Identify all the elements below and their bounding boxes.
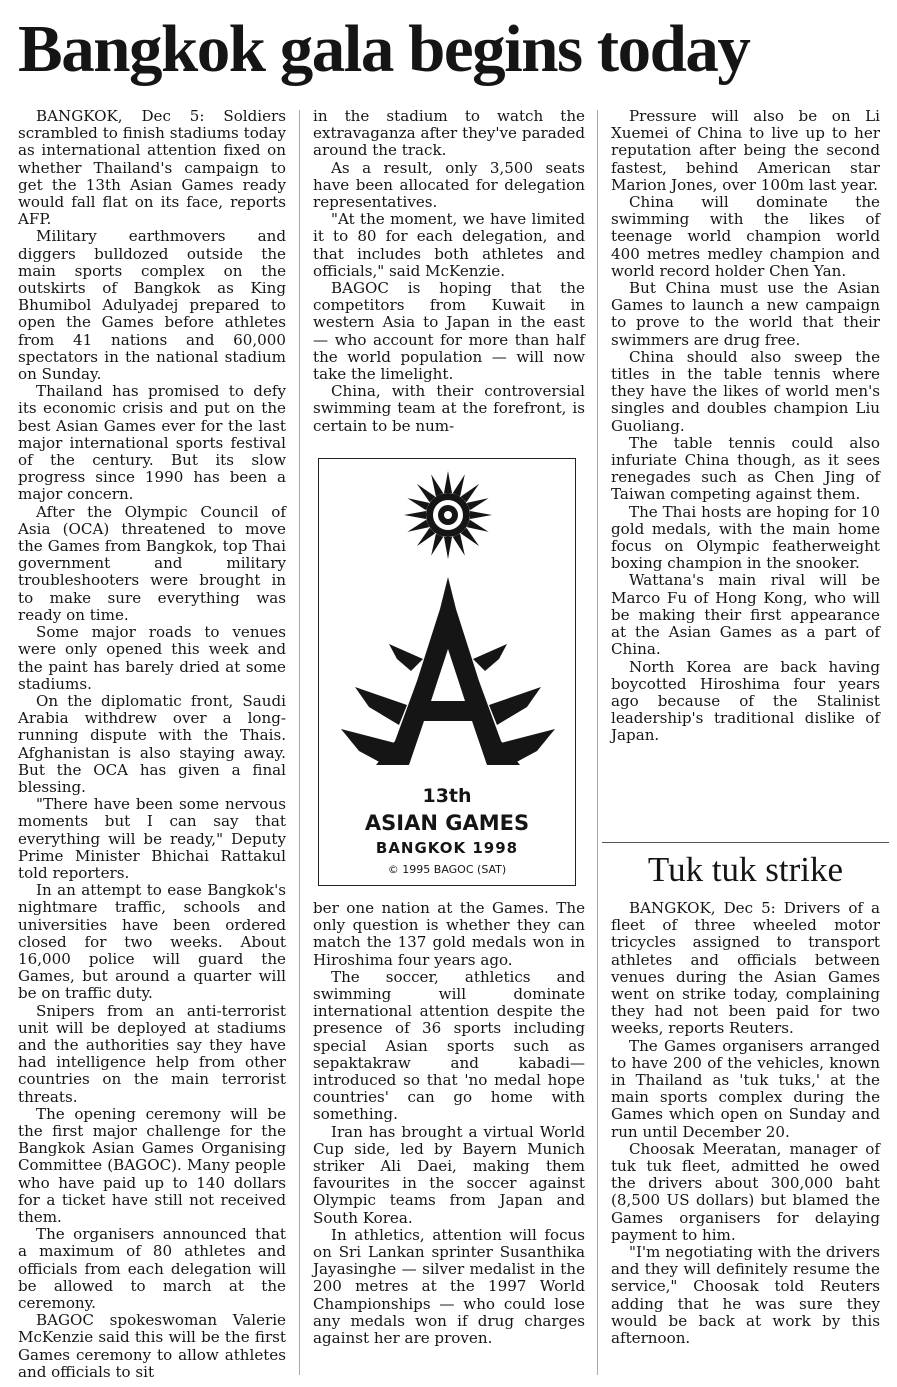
paragraph: China should also sweep the titles in the table tennis where they have the likes of world men's singles and doubles champion Liu Guoliang.	[611, 347, 880, 435]
paragraph: in the stadium to watch the extravaganza after they've paraded around the track.	[313, 107, 585, 160]
article-column-1	[18, 108, 286, 1381]
paragraph: After the Olympic Council of Asia (OCA) threatened to move the Games from Bangkok, top Thai government and military troubleshooters were brought in to make sure everything was ready on time.	[18, 502, 286, 624]
paragraph: The table tennis could also infuriate China though, as it sees renegades such as Chen Jing of Taiwan competing against them.	[611, 433, 880, 504]
paragraph: The soccer, athletics and swimming will dominate international attention despite the presence of 36 sports including special Asian sports such as sepaktakraw and kabadi— introduced so that 'no medal hope countries' can go home with something.	[313, 967, 585, 1124]
paragraph: The Games organisers arranged to have 200 of the vehicles, known in Thailand as 'tuk tuks,' at the main sports complex during the Games which open on Sunday and run until December 20.	[611, 1036, 880, 1141]
paragraph: In athletics, attention will focus on Sri Lankan sprinter Susanthika Jayasinghe — silver medalist in the 200 metres at the 1997 World Championships — who could lose any medals won if drug charges against her are proven.	[313, 1225, 585, 1348]
paragraph: Wattana's main rival will be Marco Fu of Hong Kong, who will be making their first appearance at the Asian Games as a part of China.	[611, 571, 880, 659]
asian-games-logo	[318, 458, 576, 886]
paragraph: Choosak Meeratan, manager of tuk tuk fleet, admitted he owed the drivers about 300,000 baht (8,500 US dollars) but blamed the Games organisers for delaying payment to him.	[611, 1139, 880, 1244]
paragraph: "I'm negotiating with the drivers and they will definitely resume the service," Choosak told Reuters adding that he was sure they would be back at work by this afternoon.	[611, 1243, 880, 1348]
paragraph: BAGOC is hoping that the competitors from Kuwait in western Asia to Japan in the east — who account for more than half the world population — will now take the limelight.	[313, 279, 585, 384]
subheadline: Tuk tuk strike	[647, 850, 844, 889]
article-column-2-top	[313, 108, 585, 435]
paragraph: ber one nation at the Games. The only question is whether they can match the 137 gold medals won in Hiroshima four years ago.	[313, 899, 585, 969]
column-divider	[299, 110, 300, 1375]
paragraph: North Korea are back having boycotted Hiroshima four years ago because of the Stalinist leadership's traditional dislike of Japan.	[611, 657, 880, 745]
paragraph: Military earthmovers and diggers bulldozed outside the main sports complex on the outskirts of Bangkok as King Bhumibol Adulyadej prepared to open the Games before athletes from 41 nations and 60,000 spectators in the national stadium on Sunday.	[18, 227, 286, 384]
paragraph: Iran has brought a virtual World Cup side, led by Bayern Munich striker Ali Daei, making them favourites in the soccer against Olympic teams from Japan and South Korea.	[313, 1122, 585, 1227]
paragraph: Thailand has promised to defy its economic crisis and put on the best Asian Games ever for the last major international sports festival of the century. But its slow progress since 1990 has been a major concern.	[18, 382, 286, 504]
paragraph: "There have been some nervous moments but I can say that everything will be ready," Deputy Prime Minister Bhichai Rattakul told reporters.	[18, 795, 286, 882]
paragraph: "At the moment, we have limited it to 80 for each delegation, and that includes both athletes and officials," said McKenzie.	[313, 210, 585, 280]
subhead-rule	[602, 842, 889, 843]
paragraph: China will dominate the swimming with the likes of teenage world champion world 400 metres medley champion and world record holder Chen Yan.	[611, 193, 880, 280]
headline: Bangkok gala begins today	[18, 12, 750, 86]
article-column-2-bottom	[313, 900, 585, 1347]
logo-edition: 13th	[422, 785, 472, 807]
logo-title: ASIAN GAMES	[364, 811, 530, 835]
temple-a-icon	[341, 577, 555, 765]
paragraph: BANGKOK, Dec 5: Soldiers scrambled to finish stadiums today as international attention fixed on whether Thailand's campaign to get the 13th Asian Games ready would fall flat on its face, reports AFP.	[18, 107, 286, 229]
paragraph: But China must use the Asian Games to launch a new campaign to prove to the world that their swimmers are drug free.	[611, 279, 880, 349]
paragraph: China, with their controversial swimming team at the forefront, is certain to be num-	[313, 382, 585, 435]
paragraph: The opening ceremony will be the first major challenge for the Bangkok Asian Games Organising Committee (BAGOC). Many people who have paid up to 140 dollars for a ticket have still not received them.	[18, 1104, 286, 1226]
logo-city-year: BANGKOK 1998	[375, 839, 519, 857]
paragraph: BAGOC spokeswoman Valerie McKenzie said this will be the first Games ceremony to allow athletes and officials to sit	[18, 1311, 286, 1381]
paragraph: Pressure will also be on Li Xuemei of China to live up to her reputation after being the second fastest, behind American star Marion Jones, over 100m last year.	[611, 107, 880, 194]
paragraph: The Thai hosts are hoping for 10 gold medals, with the main home focus on Olympic featherweight boxing champion in the snooker.	[611, 502, 880, 573]
logo-copyright: © 1995 BAGOC (SAT)	[387, 863, 507, 876]
paragraph: On the diplomatic front, Saudi Arabia withdrew over a long-running dispute with the Thais. Afghanistan is also staying away. But the OCA has given a final blessing.	[18, 691, 286, 796]
sun-icon	[404, 471, 492, 559]
article-column-3-bottom	[611, 900, 880, 1347]
paragraph: Snipers from an anti-terrorist unit will be deployed at stadiums and the authorities say they have had intelligence help from other countries on the main terrorist threats.	[18, 1001, 286, 1106]
paragraph: Some major roads to venues were only opened this week and the paint has barely dried at some stadiums.	[18, 623, 286, 693]
column-divider	[597, 110, 598, 1375]
paragraph: The organisers announced that a maximum of 80 athletes and officials from each delegation will be allowed to march at the ceremony.	[18, 1225, 286, 1313]
paragraph: BANGKOK, Dec 5: Drivers of a fleet of three wheeled motor tricycles assigned to transport athletes and officials between venues during the Asian Games went on strike today, complaining they had not been paid for two weeks, reports Reuters.	[611, 899, 880, 1038]
paragraph: In an attempt to ease Bangkok's nightmare traffic, schools and universities have been ordered closed for two weeks. About 16,000 police will guard the Games, but around a quarter will be on traffic duty.	[18, 881, 286, 1003]
article-column-3-top	[611, 108, 880, 745]
paragraph: As a result, only 3,500 seats have been allocated for delegation representatives.	[313, 158, 585, 212]
